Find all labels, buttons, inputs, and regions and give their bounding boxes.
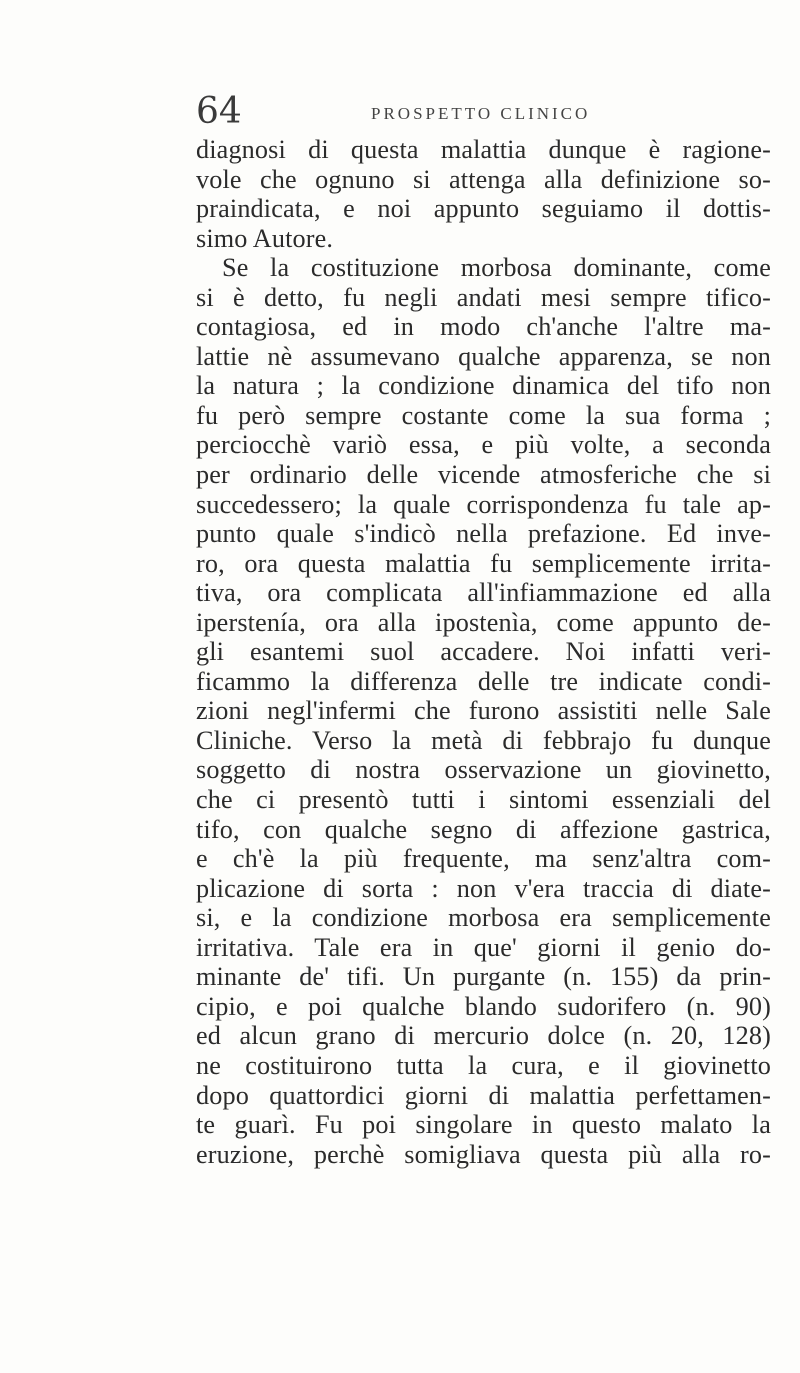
text-line: iperstenía, ora alla ipostenìa, come appunto de- xyxy=(196,607,771,637)
text-line: Se la costituzione morbosa dominante, come xyxy=(222,253,771,283)
text-line: eruzione, perchè somigliava questa più alla ro- xyxy=(196,1139,771,1169)
text-line: vole che ognuno si attenga alla definizione so- xyxy=(196,164,771,194)
text-line: per ordinario delle vicende atmosferiche che si xyxy=(196,460,771,490)
text-line: ne costituirono tutta la cura, e il giovinetto xyxy=(196,1050,771,1080)
text-line: ed alcun grano di mercurio dolce (n. 20, 128) xyxy=(196,1021,771,1051)
text-line: gli esantemi suol accadere. Noi infatti veri- xyxy=(196,637,771,667)
text-line: zioni negl'infermi che furono assistiti nelle Sale xyxy=(196,696,771,726)
text-line: soggetto di nostra osservazione un giovinetto, xyxy=(196,755,771,785)
text-line: dopo quattordici giorni di malattia perfettamen- xyxy=(196,1080,771,1110)
text-line: perciocchè variò essa, e più volte, a seconda xyxy=(196,430,771,460)
text-line: diagnosi di questa malattia dunque è ragione- xyxy=(196,135,771,164)
text-line: succedessero; la quale corrispondenza fu tale ap- xyxy=(196,489,771,519)
text-line: te guarì. Fu poi singolare in questo malato la xyxy=(196,1110,771,1140)
text-line: minante de' tifi. Un purgante (n. 155) da prin- xyxy=(196,962,771,992)
text-line: plicazione di sorta : non v'era traccia di diate- xyxy=(196,873,771,903)
text-line: tiva, ora complicata all'infiammazione ed alla xyxy=(196,578,771,608)
text-line: praindicata, e noi appunto seguiamo il dottis- xyxy=(196,194,771,224)
page-header xyxy=(196,92,796,132)
text-line: irritativa. Tale era in que' giorni il genio do- xyxy=(196,932,771,962)
page-number: 64 xyxy=(196,91,242,132)
text-line: lattie nè assumevano qualche apparenza, se non xyxy=(196,341,771,371)
running-head: PROSPETTO CLINICO xyxy=(371,104,591,123)
body-text xyxy=(196,135,771,1169)
text-line: e ch'è la più frequente, ma senz'altra com- xyxy=(196,844,771,874)
text-line: fu però sempre costante come la sua forma ; xyxy=(196,400,771,430)
text-line: Cliniche. Verso la metà di febbrajo fu dunque xyxy=(196,725,771,755)
text-line: si, e la condizione morbosa era semplicemente xyxy=(196,903,771,933)
text-line: la natura ; la condizione dinamica del tifo non xyxy=(196,371,771,401)
text-line: cipio, e poi qualche blando sudorifero (n. 90) xyxy=(196,991,771,1021)
text-line: si è detto, fu negli andati mesi sempre tifico- xyxy=(196,282,771,312)
text-line: che ci presentò tutti i sintomi essenziali del xyxy=(196,785,771,815)
text-line: simo Autore. xyxy=(196,223,334,253)
text-line: punto quale s'indicò nella prefazione. Ed inve- xyxy=(196,519,771,549)
text-line: ficammo la differenza delle tre indicate condi- xyxy=(196,666,771,696)
text-line: contagiosa, ed in modo ch'anche l'altre ma- xyxy=(196,312,771,342)
text-line: ro, ora questa malattia fu semplicemente irrita- xyxy=(196,548,771,578)
text-line: tifo, con qualche segno di affezione gastrica, xyxy=(196,814,771,844)
